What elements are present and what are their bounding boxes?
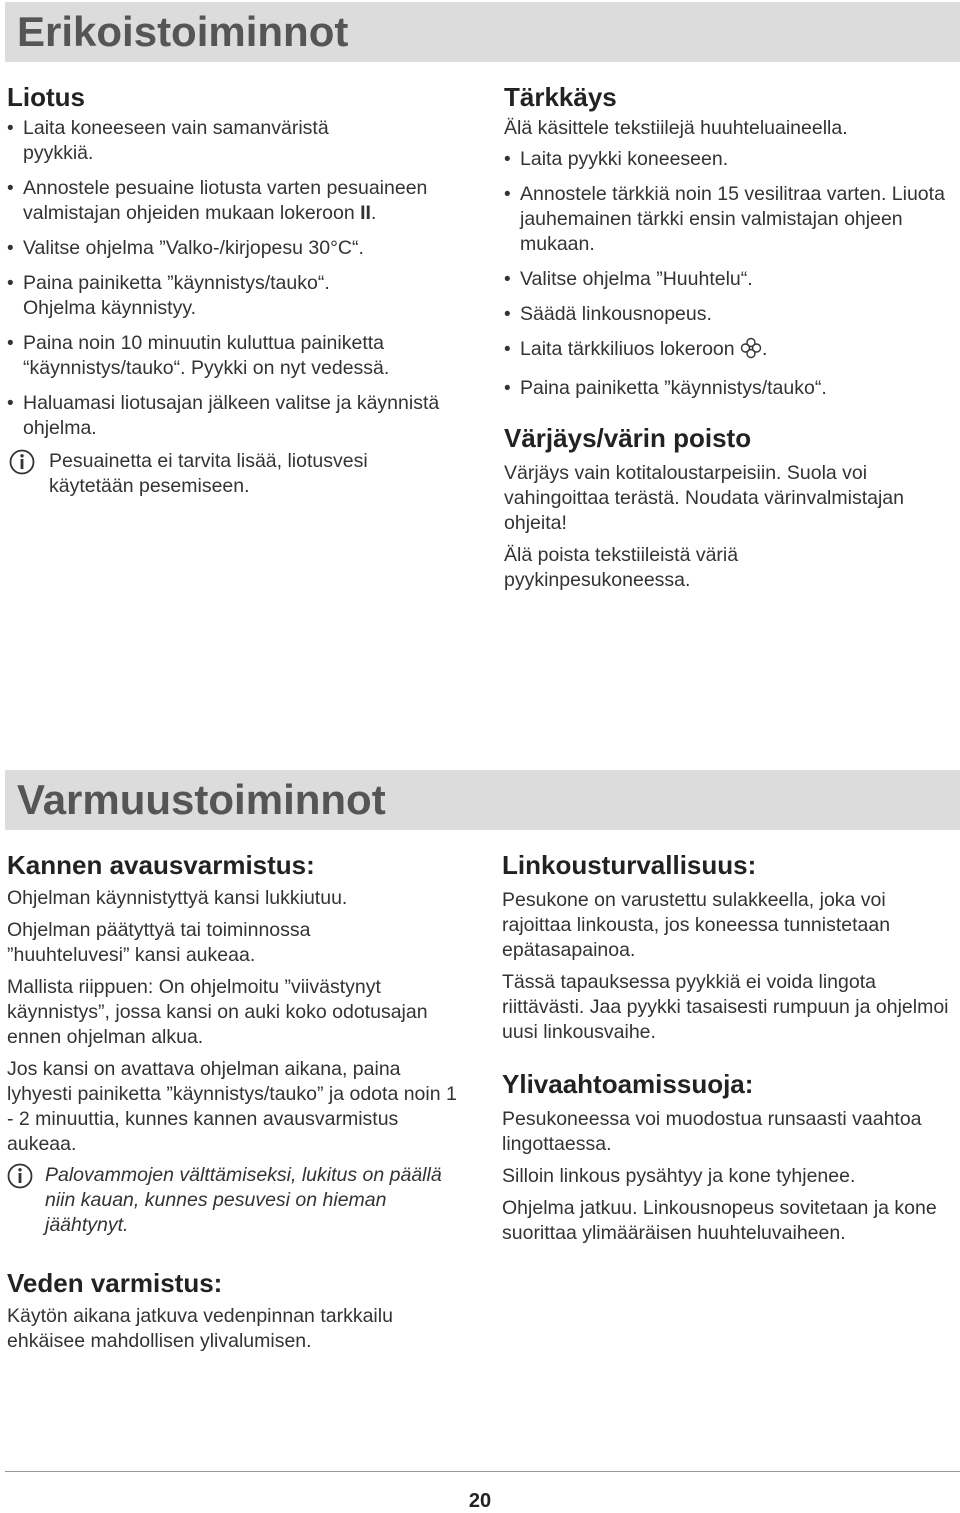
tarkkays-intro: Älä käsittele tekstiilejä huuhteluaineella. (504, 117, 848, 139)
list-item: • Paina painiketta ”käynnistys/tauko“. Ohjelma käynnistyy. (7, 272, 330, 319)
linkous-paragraph: Tässä tapauksessa pyykkiä ei voida lingota riittävästi. Jaa pyykki tasaisesti rumpuun ja ohjelmoi uusi linkousvaihe. (502, 971, 949, 1043)
ylivaahto-heading: Ylivaahtoamissuoja: (502, 1069, 754, 1099)
info-icon (7, 1163, 33, 1196)
ylivaahto-paragraph: Pesukoneessa voi muodostua runsaasti vaahtoa lingottaessa. (502, 1108, 922, 1155)
list-item: • Laita pyykki koneeseen. (504, 148, 729, 170)
linkous-paragraph: Pesukone on varustettu sulakkeella, joka voi rajoittaa linkousta, jos koneessa tunnistetaan epätasapainoa. (502, 889, 891, 961)
liotus-note: Pesuainetta ei tarvita lisää, liotusvesi käytetään pesemiseen. (7, 449, 449, 499)
veden-heading: Veden varmistus: (7, 1268, 223, 1298)
list-item: • Laita tärkkiliuos lokeroon . (504, 337, 954, 366)
kansi-section (7, 850, 477, 1354)
section-band-erikoistoiminnot (5, 2, 960, 62)
ylivaahto-paragraph: Silloin linkous pysähtyy ja kone tyhjenee. (502, 1165, 856, 1187)
kansi-paragraph: Jos kansi on avattava ohjelman aikana, paina lyhyesti painiketta ”käynnistys/tauko” ja odota noin 1 - 2 minuuttia, kunnes kannen avausvarmistus aukeaa. (7, 1058, 457, 1155)
veden-paragraph: Käytön aikana jatkuva vedenpinnan tarkkailu ehkäisee mahdollisen ylivalumisen. (7, 1305, 393, 1352)
list-item: • Haluamasi liotusajan jälkeen valitse ja käynnistä ohjelma. (7, 392, 440, 439)
section-title: Erikoistoiminnot (17, 8, 349, 55)
section-title: Varmuustoiminnot (17, 776, 386, 823)
list-item: • Paina painiketta ”käynnistys/tauko“. (504, 377, 827, 399)
liotus-section (7, 82, 477, 499)
list-item: • Säädä linkousnopeus. (504, 303, 712, 325)
varjays-paragraph: Värjäys vain kotitaloustarpeisiin. Suola voi vahingoittaa terästä. Noudata värinvalmistajan ohjeita! (504, 462, 904, 534)
info-icon (9, 449, 35, 482)
list-item: • Annostele pesuaine liotusta varten pesuaineen valmistajan ohjeiden mukaan lokeroon II. (7, 177, 428, 224)
footer-divider (5, 1471, 960, 1472)
section-band-varmuustoiminnot (5, 770, 960, 830)
kansi-note: Palovammojen välttämiseksi, lukitus on päällä niin kauan, kunnes pesuvesi on hieman jäähtynyt. (7, 1163, 455, 1238)
compartment-ii-symbol: II (360, 202, 371, 224)
tarkkays-section (504, 82, 954, 593)
varjays-heading: Värjäys/värin poisto (504, 423, 752, 453)
linkous-heading: Linkousturvallisuus: (502, 850, 757, 880)
ylivaahto-paragraph: Ohjelma jatkuu. Linkousnopeus sovitetaan ja kone suorittaa ylimääräisen huuhteluvaiheen. (502, 1197, 937, 1244)
tarkkays-heading: Tärkkäys (504, 82, 617, 112)
linkous-section (502, 850, 957, 1246)
liotus-heading: Liotus (7, 82, 85, 112)
liotus-list (7, 116, 477, 441)
starch-compartment-flower-icon (740, 337, 762, 366)
page-number: 20 (468, 1490, 492, 1512)
list-item: • Annostele tärkkiä noin 15 vesilitraa varten. Liuota jauhemainen tärkki ensin valmistajan ohjeen mukaan. (504, 183, 945, 255)
list-item: • Valitse ohjelma ”Huuhtelu“. (504, 268, 753, 290)
kansi-paragraph: Mallista riippuen: On ohjelmoitu ”viivästynyt käynnistys”, jossa kansi on auki koko odotusajan ennen ohjelman alkua. (7, 976, 428, 1048)
tarkkays-list (504, 147, 954, 401)
list-item: • Laita koneeseen vain samanväristä pyykkiä. (7, 117, 329, 164)
kansi-paragraph: Ohjelman päätyttyä tai toiminnossa ”huuhteluvesi” kansi aukeaa. (7, 919, 311, 966)
list-item: • Paina noin 10 minuutin kuluttua painiketta “käynnistys/tauko“. Pyykki on nyt vedessä. (7, 332, 390, 379)
list-item: • Valitse ohjelma ”Valko-/kirjopesu 30°C“. (7, 237, 364, 259)
varjays-paragraph: Älä poista tekstiileistä väriä pyykinpesukoneessa. (504, 544, 739, 591)
kansi-heading: Kannen avausvarmistus: (7, 850, 315, 880)
kansi-paragraph: Ohjelman käynnistyttyä kansi lukkiutuu. (7, 887, 348, 909)
